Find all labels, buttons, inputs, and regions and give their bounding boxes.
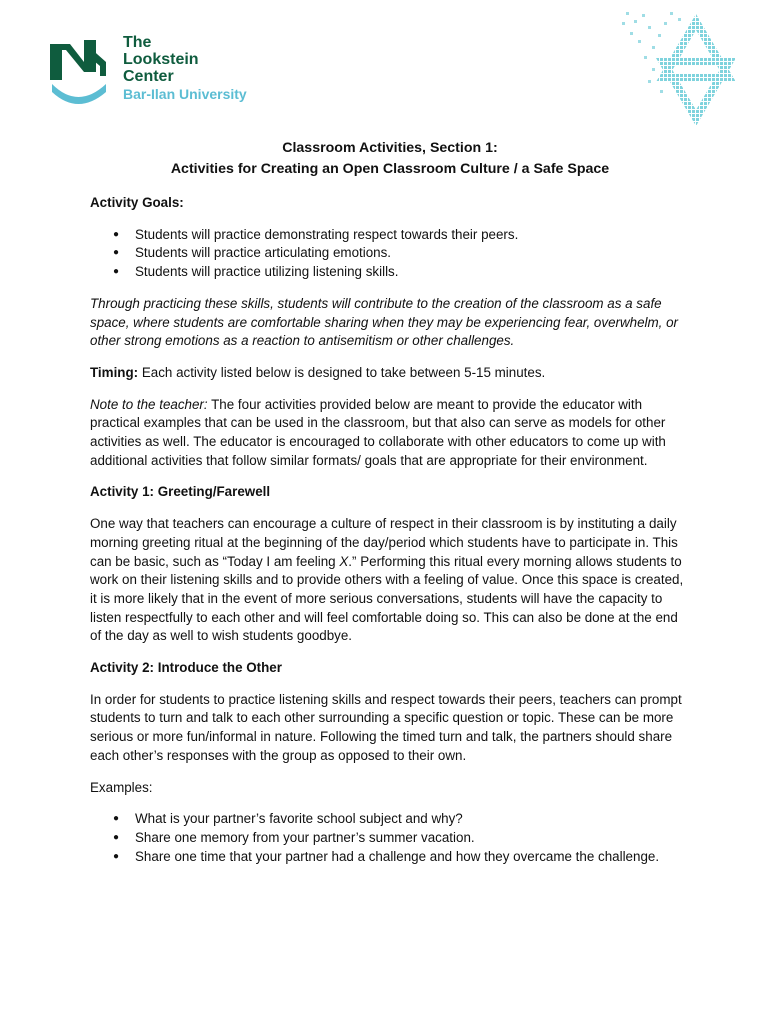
goal-item: ● Students will practice utilizing listening skills. <box>90 263 690 282</box>
examples-label: Examples: <box>90 779 153 795</box>
logo-text <box>123 34 247 103</box>
teacher-note-text: The four activities provided below are meant to provide the educator with practical examples that can be used in the classroom, but that also can serve as models for other activities as well. The educator is encouraged to collaborate with other educators to come up with additional activities that follow similar formats/ goals that are appropriate for their environment. <box>90 396 666 468</box>
activity-goals-list <box>90 226 690 282</box>
activity-1-heading: Activity 1: Greeting/Farewell <box>90 484 271 500</box>
examples-list <box>90 810 690 866</box>
star-of-david-icon <box>608 6 748 131</box>
activity-2-heading: Activity 2: Introduce the Other <box>90 660 282 676</box>
activity-goals-heading: Activity Goals: <box>90 195 184 210</box>
logo-line-the: The <box>123 34 152 51</box>
logo-line-university: Bar-Ilan University <box>123 86 247 102</box>
activity-1-paragraph <box>90 515 690 646</box>
timing-label: Timing: <box>90 364 139 380</box>
lookstein-logo <box>44 32 274 112</box>
title-line-1: Classroom Activities, Section 1: <box>282 140 498 156</box>
activity-1-text-a: One way that teachers can encourage a culture of respect in their classroom is by instituting a daily morning greeting ritual at the beginning of the day/period which students have to participate in. This can be basic, such as “Today I am feeling <box>90 516 678 569</box>
logo-line-center: Center <box>123 68 174 85</box>
document-body <box>90 138 690 866</box>
goal-item: ● Students will practice demonstrating respect towards their peers. <box>90 226 690 245</box>
goal-item: ● Students will practice articulating emotions. <box>90 244 690 263</box>
teacher-note-paragraph <box>90 396 690 471</box>
timing-text: Each activity listed below is designed to take between 5-15 minutes. <box>138 364 546 380</box>
example-item: ● What is your partner’s favorite school subject and why? <box>90 810 690 829</box>
logo-line-lookstein: Lookstein <box>123 51 199 68</box>
activity-2-paragraph: In order for students to practice listening skills and respect towards their peers, teachers can prompt students to turn and talk to each other surrounding a specific question or topic. These can be more serious or more fun/informal in nature. Following the timed turn and talk, the partners should share each other’s responses with the group as opposed to their own. <box>90 691 682 763</box>
document-title <box>90 138 690 180</box>
intro-paragraph: Through practicing these skills, students will contribute to the creation of the classroom as a safe space, where students are comfortable sharing when they may be experiencing fear, overwhelm, or other strong emotions as a reaction to antisemitism or other challenges. <box>90 295 679 349</box>
teacher-note-label: Note to the teacher: <box>90 396 208 412</box>
example-item: ● Share one memory from your partner’s summer vacation. <box>90 829 690 848</box>
example-item: ● Share one time that your partner had a challenge and how they overcame the challenge. <box>90 848 690 867</box>
lookstein-mark-icon <box>44 32 114 104</box>
activity-1-text-b: .” Performing this ritual every morning allows students to work on their listening skills and to provide others with a feeling of value. Once this space is created, it is more likely that in the event of more serious conversations, students will have the capacity to listen respectfully to each other and will feel comfortable doing so. This can also be done at the end of the day as well to wish students goodbye. <box>90 553 684 644</box>
activity-1-text-x: X <box>339 553 349 569</box>
timing-paragraph <box>90 364 690 383</box>
title-line-2: Activities for Creating an Open Classroom Culture / a Safe Space <box>170 161 610 177</box>
